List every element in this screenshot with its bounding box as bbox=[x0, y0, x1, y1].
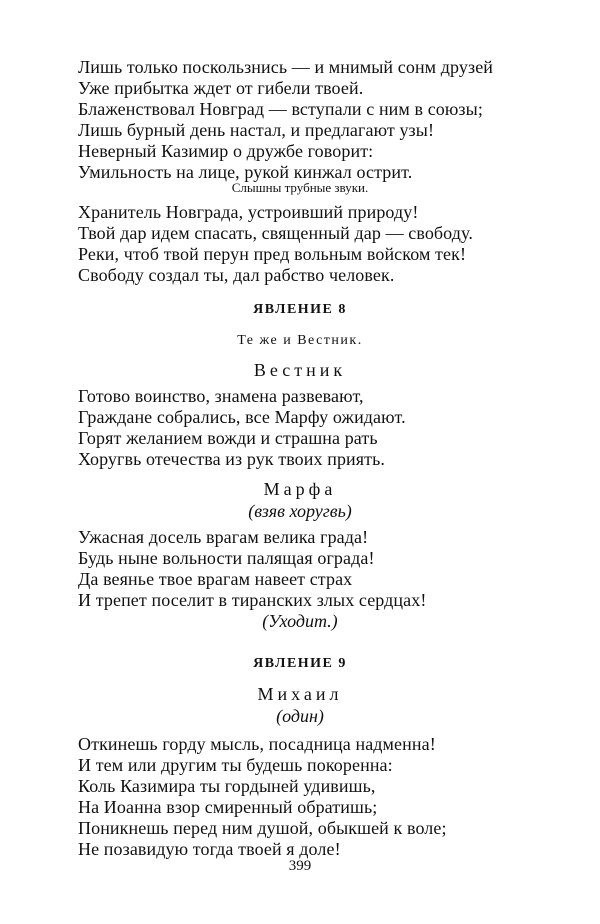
stage-direction-trumpets: Слышны трубные звуки. bbox=[231, 180, 369, 195]
verse-line: Твой дар идем спасать, священный дар — свободу. bbox=[78, 223, 473, 243]
verse-line: Откинешь горду мысль, посадница надменна! bbox=[78, 734, 436, 754]
scene-9-title: ЯВЛЕНИЕ 9 bbox=[253, 656, 347, 671]
scene-8-cast: Те же и Вестник. bbox=[237, 333, 363, 348]
verse-line: Готово воинство, знамена развевают, bbox=[78, 386, 364, 406]
verse-line: Граждане собрались, все Марфу ожидают. bbox=[78, 407, 406, 427]
speaker-name-mikhail: Михаил bbox=[257, 684, 343, 704]
verse-line: Да веянье твое врагам навеет страх bbox=[78, 569, 353, 589]
verse-line: Свободу создал ты, дал рабство человек. bbox=[78, 265, 395, 285]
stage-direction-banner: (взяв хоругвь) bbox=[248, 501, 352, 521]
stage-direction-alone: (один) bbox=[276, 706, 324, 726]
verse-line: На Иоанна взор смиренный обратишь; bbox=[78, 797, 378, 817]
verse-line: Горят желанием вожди и страшна рать bbox=[78, 428, 378, 448]
page-number: 399 bbox=[288, 858, 312, 874]
verse-line: Ужасная досель врагам велика града! bbox=[78, 527, 369, 547]
verse-line: Умильность на лице, рукой кинжал острит. bbox=[78, 162, 413, 182]
speaker-name-herald: Вестник bbox=[253, 360, 347, 380]
verse-line: Лишь бурный день настал, и предлагают узы! bbox=[78, 120, 435, 140]
verse-line: Реки, чтоб твой перун пред вольным войском тек! bbox=[78, 244, 467, 264]
verse-line: Лишь только поскользнись — и мнимый сонм друзей bbox=[78, 57, 494, 77]
verse-block-opening bbox=[78, 57, 538, 183]
speaker-name-marfa: Марфа bbox=[263, 479, 337, 499]
verse-line: Хранитель Новграда, устроивший природу! bbox=[78, 202, 419, 222]
verse-block-herald bbox=[78, 386, 538, 470]
verse-block-marfa bbox=[78, 527, 538, 611]
verse-line: Уже прибытка ждет от гибели твоей. bbox=[78, 78, 364, 98]
verse-line: И тем или другим ты будешь покоренна: bbox=[78, 755, 393, 775]
verse-line: Хоругвь отечества из рук твоих приять. bbox=[78, 449, 386, 469]
verse-line: Будь ныне вольности палящая ограда! bbox=[78, 548, 375, 568]
verse-line: И трепет поселит в тиранских злых сердцах! bbox=[78, 590, 427, 610]
verse-line: Поникнешь перед ним душой, обыкшей к воле; bbox=[78, 818, 447, 838]
verse-line: Блаженствовал Новград — вступали с ним в союзы; bbox=[78, 99, 483, 119]
verse-line: Коль Казимира ты гордыней удивишь, bbox=[78, 776, 376, 796]
scene-8-title: ЯВЛЕНИЕ 8 bbox=[253, 302, 347, 317]
verse-line: Не позавидую тогда твоей я доле! bbox=[78, 839, 341, 859]
verse-block-mikhail bbox=[78, 734, 538, 860]
verse-line: Неверный Казимир о дружбе говорит: bbox=[78, 141, 374, 161]
verse-block-invocation bbox=[78, 202, 538, 286]
stage-direction-exit: (Уходит.) bbox=[262, 611, 338, 631]
